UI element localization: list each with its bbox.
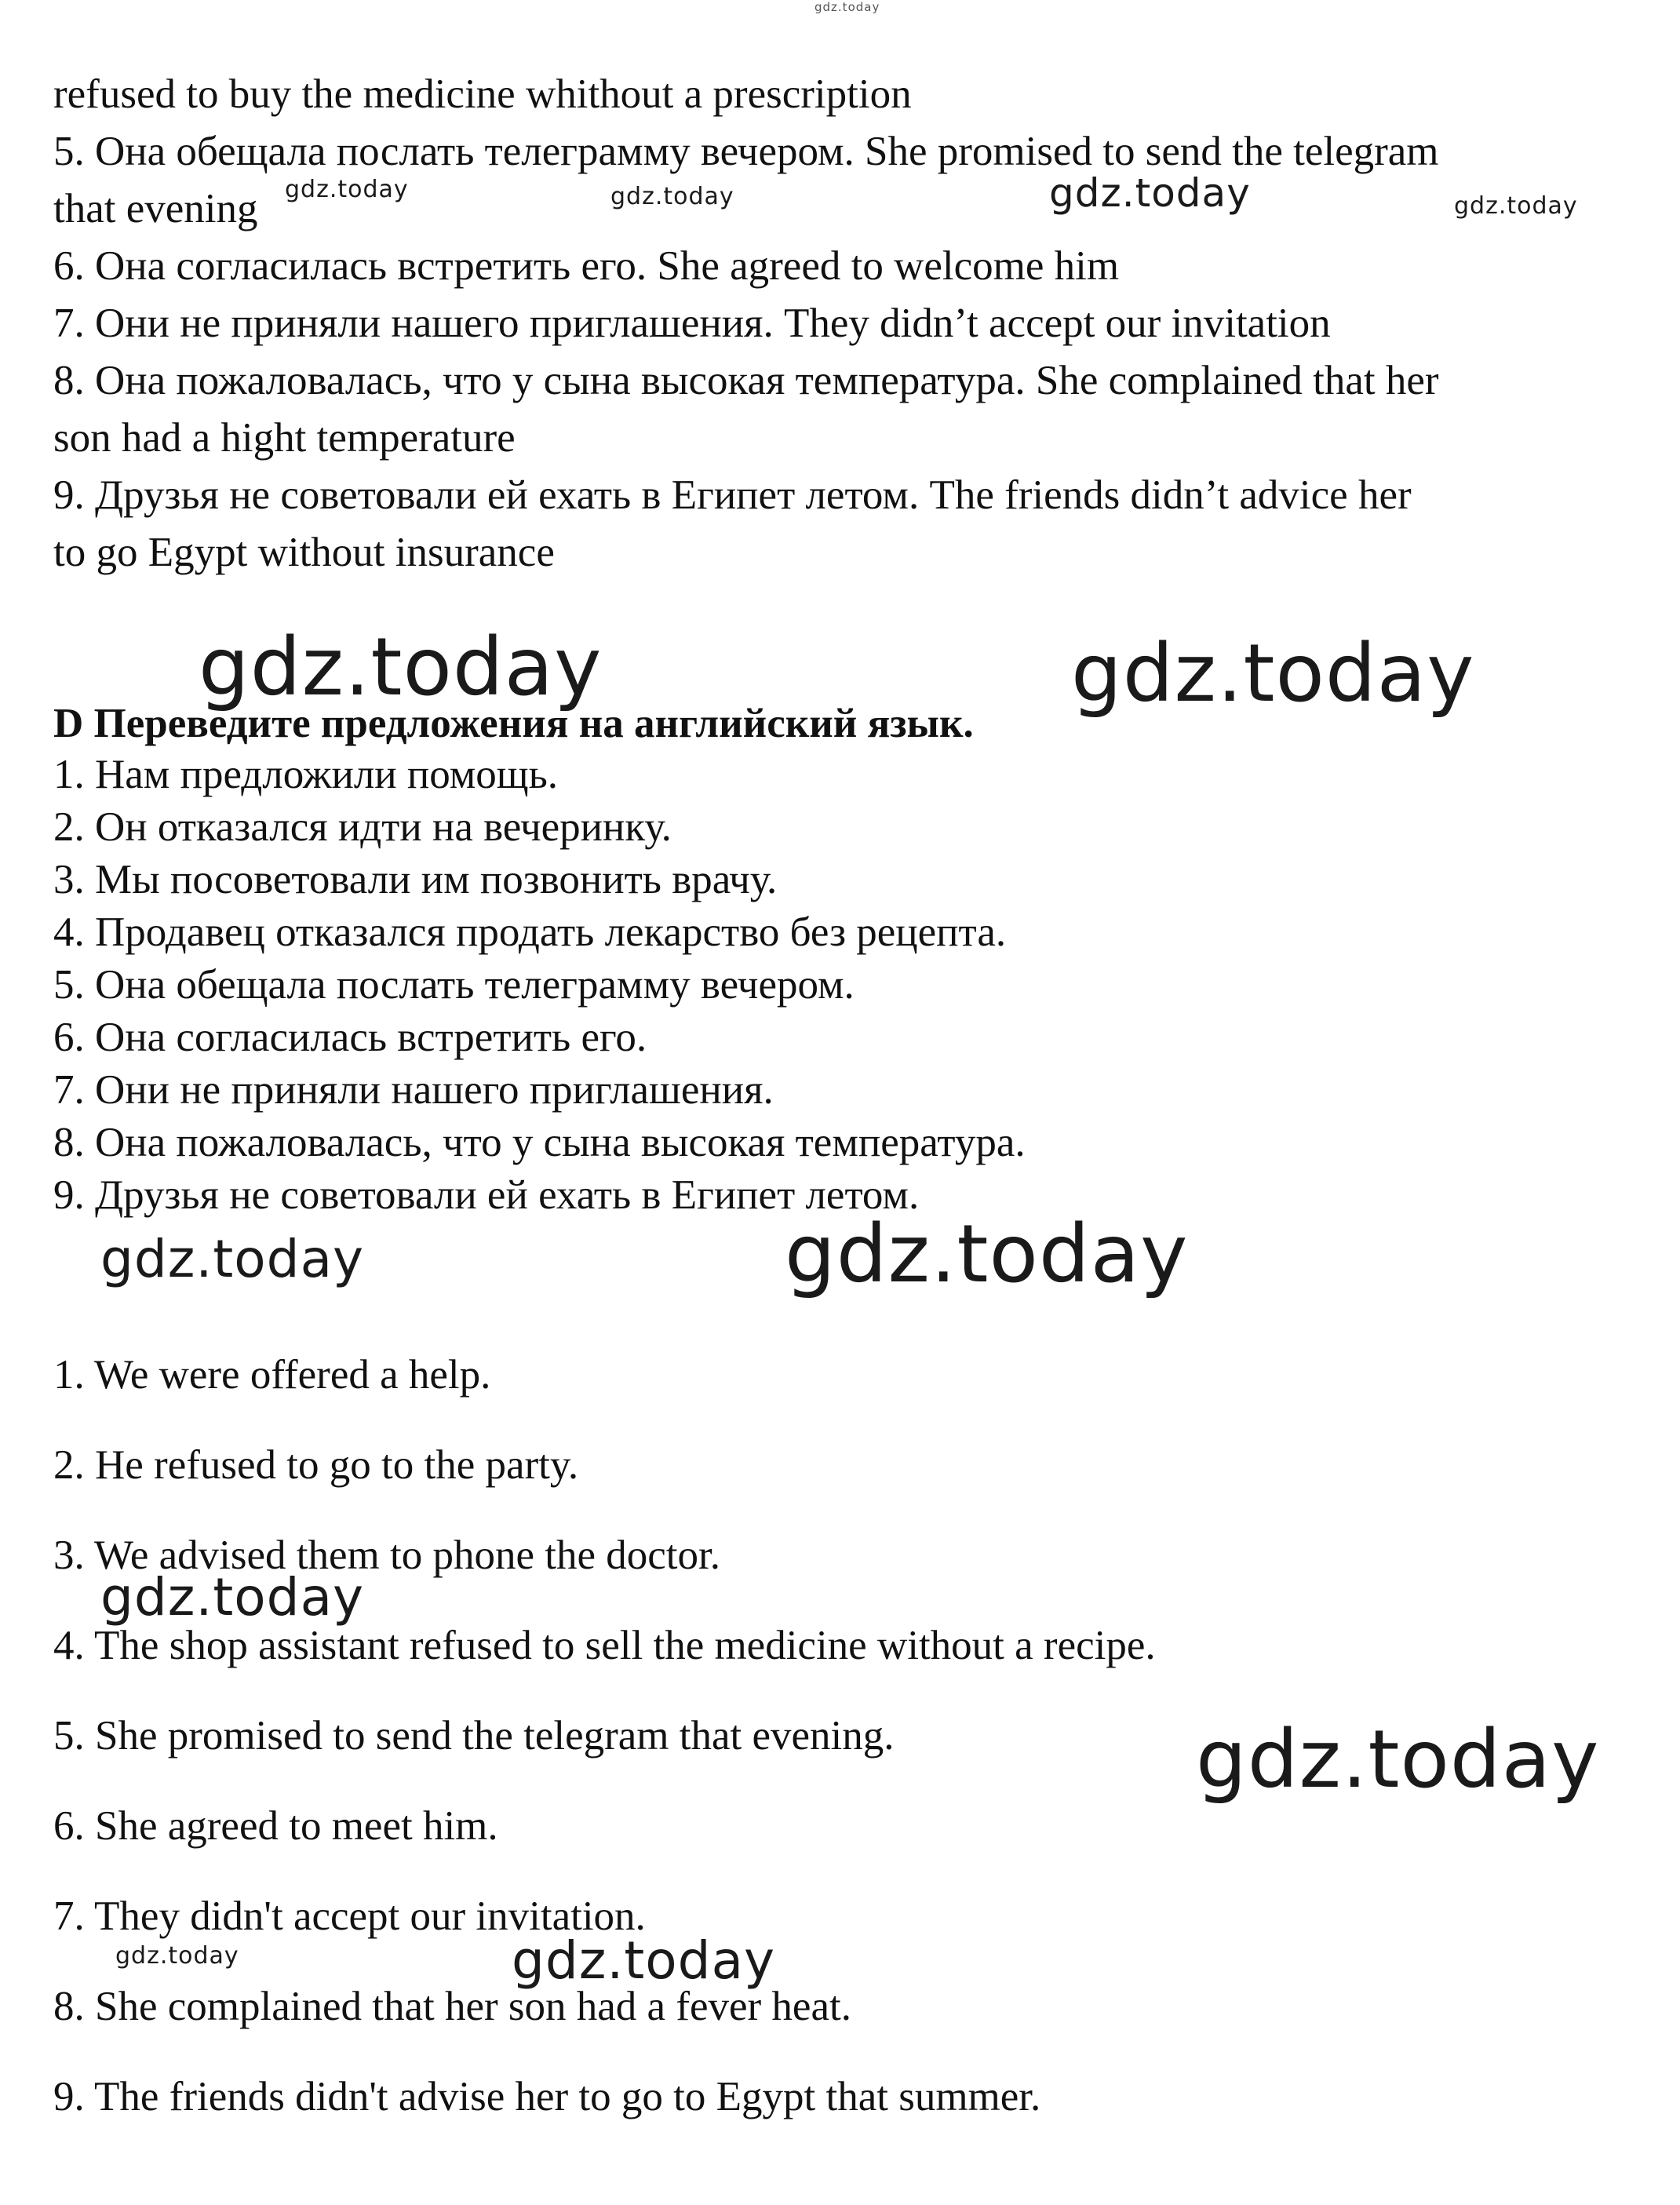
watermark: gdz.today xyxy=(1071,627,1475,720)
english-answer: 3. We advised them to phone the doctor. xyxy=(53,1533,720,1578)
watermark: gdz.today xyxy=(1196,1713,1600,1806)
answer-line: that evening xyxy=(53,186,258,231)
answer-line: son had a hight temperature xyxy=(53,415,516,461)
answer-line: 5. Она обещала послать телеграмму вечером. She promised to send the telegram xyxy=(53,129,1439,174)
english-answer: 4. The shop assistant refused to sell the medicine without a recipe. xyxy=(53,1623,1156,1668)
watermark: gdz.today xyxy=(100,1229,365,1289)
english-answer: 1. We were offered a help. xyxy=(53,1352,491,1398)
answer-line: 9. Друзья не советовали ей ехать в Египет летом. The friends didn’t advice her xyxy=(53,472,1412,518)
english-answer: 6. She agreed to meet him. xyxy=(53,1803,498,1849)
watermark: gdz.today xyxy=(100,1567,365,1627)
russian-sentence: 8. Она пожаловалась, что у сына высокая температура. xyxy=(53,1120,1026,1165)
russian-sentence: 7. Они не приняли нашего приглашения. xyxy=(53,1067,774,1113)
section-d-heading: D Переведите предложения на английский язык. xyxy=(53,701,974,746)
watermark: gdz.today xyxy=(814,0,880,14)
watermark: gdz.today xyxy=(1049,170,1251,216)
russian-sentence: 2. Он отказался идти на вечеринку. xyxy=(53,804,672,850)
russian-sentence: 1. Нам предложили помощь. xyxy=(53,752,559,797)
watermark: gdz.today xyxy=(199,621,603,714)
watermark: gdz.today xyxy=(1454,192,1578,220)
answer-line: 8. Она пожаловалась, что у сына высокая температура. She complained that her xyxy=(53,358,1439,403)
watermark: gdz.today xyxy=(285,176,409,203)
english-answer: 8. She complained that her son had a fever heat. xyxy=(53,1984,851,2029)
russian-sentence: 3. Мы посоветовали им позвонить врачу. xyxy=(53,857,778,902)
russian-sentence: 5. Она обещала послать телеграмму вечером. xyxy=(53,962,855,1008)
answer-line: to go Egypt without insurance xyxy=(53,530,555,575)
russian-sentence: 4. Продавец отказался продать лекарство без рецепта. xyxy=(53,909,1007,955)
russian-sentence: 9. Друзья не советовали ей ехать в Египет летом. xyxy=(53,1172,920,1218)
watermark: gdz.today xyxy=(610,183,734,210)
english-answer: 9. The friends didn't advise her to go to Egypt that summer. xyxy=(53,2074,1041,2119)
watermark: gdz.today xyxy=(785,1208,1189,1301)
watermark: gdz.today xyxy=(115,1942,239,1970)
answer-line: 7. Они не приняли нашего приглашения. They didn’t accept our invitation xyxy=(53,301,1331,346)
answer-line: refused to buy the medicine whithout a prescription xyxy=(53,71,912,117)
english-answer: 2. He refused to go to the party. xyxy=(53,1442,579,1488)
english-answer: 7. They didn't accept our invitation. xyxy=(53,1893,646,1939)
watermark: gdz.today xyxy=(512,1930,776,1991)
russian-sentence: 6. Она согласилась встретить его. xyxy=(53,1015,647,1060)
english-answer: 5. She promised to send the telegram that evening. xyxy=(53,1713,895,1759)
answer-line: 6. Она согласилась встретить его. She agreed to welcome him xyxy=(53,243,1120,289)
